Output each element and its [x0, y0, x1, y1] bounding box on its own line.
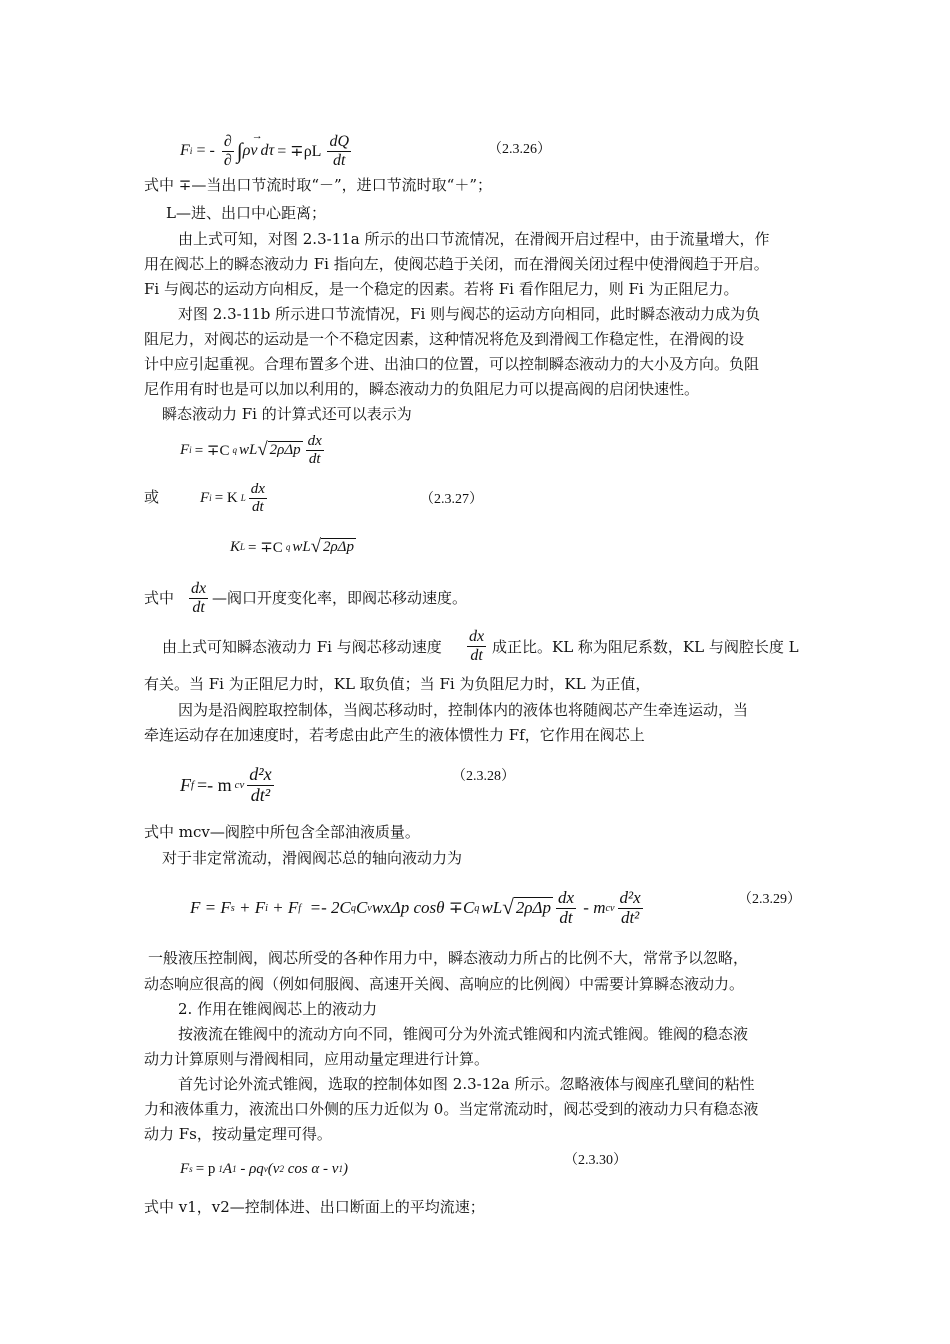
eq-term: - ρq [236, 1160, 264, 1177]
eq-term: dτ [260, 142, 275, 159]
eq-symbol: F [180, 142, 190, 159]
square-root: √ 2ρΔp [310, 535, 354, 557]
text-line: 成正比。KL 称为阻尼系数，KL 与阀腔长度 L [492, 638, 799, 656]
eq-term: + F [234, 898, 266, 917]
text-line: 由上式可知瞬态液动力 Fi 与阀芯移动速度 [162, 638, 442, 656]
eq-subscript: s [189, 1164, 193, 1174]
frac-num: dx [250, 481, 265, 497]
text-line: 因为是沿阀腔取控制体，当阀芯移动时，控制体内的液体也将随阀芯产生牵连运动，当 [178, 701, 749, 719]
text-line: 式中 mcv—阀腔中所包含全部油液质量。 [144, 823, 420, 841]
frac-num: d²x [249, 763, 272, 784]
text-line: 瞬态液动力 Fi 的计算式还可以表示为 [162, 405, 412, 423]
dxdt-fraction [556, 889, 576, 927]
eq-symbol: F [180, 1160, 190, 1177]
eq-operator: = - [196, 142, 215, 159]
frac-den: dt [252, 498, 264, 515]
dq-fraction [327, 133, 351, 169]
text-line: Fi 与阀芯的运动方向相反，是一个稳定的因素。若将 Fi 看作阻尼力，则 Fi 为正阻尼力。 [144, 280, 739, 298]
eq-symbol: F [200, 489, 210, 506]
equation-number: （2.3.30） [564, 1153, 627, 1168]
frac-den: dt [470, 646, 483, 664]
equation-2-3-29 [190, 880, 646, 936]
eq-term: = ∓ρL [277, 143, 322, 160]
eq-subscript: cv [605, 902, 615, 914]
eq-term: =- m [197, 774, 232, 795]
text-line: —阀口开度变化率，即阀芯移动速度。 [212, 589, 468, 607]
eq-subscript: L [240, 542, 246, 552]
eq-term: wL [238, 441, 258, 458]
d2x-fraction [247, 765, 273, 806]
text-line: 计中应引起重视。合理布置多个进、出油口的位置，可以控制瞬态液动力的大小及方向。负阻 [144, 355, 760, 373]
eq-subscript: i [189, 145, 193, 157]
eq-subscript: v [263, 1164, 268, 1174]
text-line: 动力 Fs，按动量定理可得。 [144, 1125, 332, 1143]
square-root: √ 2ρΔp [502, 895, 551, 920]
eq-subscript: i [209, 493, 212, 503]
frac-den: dt [333, 151, 346, 169]
frac-num: ∂ [223, 132, 232, 150]
eq-subscript: 1 [232, 1164, 237, 1174]
frac-den: dt [308, 450, 321, 467]
eq-term: A [222, 1160, 233, 1177]
text-line: 由上式可知，对图 2.3-11a 所示的出口节流情况，在滑阀开启过程中，由于流量增大，作 [178, 230, 770, 248]
frac-num: dx [307, 433, 322, 449]
frac-num: dQ [329, 132, 350, 150]
text-line: 首先讨论外流式锥阀，选取的控制体如图 2.3-12a 所示。忽略液体与阀座孔壁间的粘性 [178, 1075, 755, 1093]
eq-term: - m [579, 898, 606, 917]
eq-term: = ∓C [194, 442, 230, 459]
square-root: √ 2ρΔp [257, 438, 301, 460]
text-line: 式中 v1，v2—控制体进、出口断面上的平均流速； [144, 1198, 485, 1216]
eq-term: C [355, 898, 368, 917]
equation-2-3-30 [180, 1156, 348, 1182]
eq-symbol: K [230, 538, 241, 555]
text-line: 按液流在锥阀中的流动方向不同，锥阀可分为外流式锥阀和内流式锥阀。锥阀的稳态液 [178, 1025, 749, 1043]
dxdt-inline [186, 574, 211, 622]
eq-subscript: q [285, 542, 291, 552]
frac-den: dt² [620, 907, 640, 927]
text-line: 对图 2.3-11b 所示进口节流情况，Fi 则与阀芯的运动方向相同，此时瞬态液动力成为负 [178, 305, 761, 323]
text-line: 式中 [144, 589, 175, 607]
eq-subscript: v [367, 902, 372, 914]
eq-subscript: q [350, 902, 356, 914]
eq-subscript: f [191, 779, 194, 791]
text-line: 尼作用有时也是可以加以利用的，瞬态液动力的负阻尼力可以提高阀的启闭快速性。 [144, 380, 700, 398]
eq-subscript: i [189, 445, 192, 455]
eq-subscript: L [240, 493, 246, 503]
dxdt-fraction [306, 433, 324, 467]
dxdt-fraction [249, 481, 267, 515]
text-line: 动力计算原则与滑阀相同，应用动量定理进行计算。 [144, 1050, 490, 1068]
equation-number: （2.3.28） [452, 769, 515, 784]
dxdt-inline [464, 622, 489, 670]
equation-number: （2.3.26） [488, 142, 551, 157]
eq-symbol: F [180, 441, 190, 458]
eq-symbol: F [180, 774, 191, 795]
eq-term: ρv [242, 142, 258, 159]
equation-2-3-28 [180, 758, 277, 812]
eq-subscript: f [298, 902, 302, 914]
eq-term: = K [214, 489, 238, 506]
text-line: 对于非定常流动，滑阀阀芯总的轴向液动力为 [162, 849, 463, 867]
eq-term: 2ρΔp [322, 538, 354, 555]
eq-term: F = F [190, 898, 231, 917]
eq-term: =- 2C [301, 898, 351, 917]
eq-term: wxΔp cosθ ∓C [371, 898, 475, 917]
equation-2-3-27 [200, 476, 270, 520]
text-line: 动态响应很高的阀（例如伺服阀、高速开关阀、高响应的比例阀）中需要计算瞬态液动力。 [144, 975, 745, 993]
frac-num: dx [558, 887, 575, 907]
eq-subscript: 2 [279, 1164, 284, 1174]
eq-subscript: cv [234, 779, 245, 791]
equation-number: （2.3.29） [738, 892, 801, 907]
eq-term: = p [195, 1160, 216, 1177]
text-line: L—进、出口中心距离； [166, 204, 326, 222]
text-line: 或 [144, 488, 160, 506]
eq-subscript: q [474, 902, 480, 914]
eq-term: ) [342, 1160, 348, 1177]
text-line: 力和液体重力，液流出口外侧的压力近似为 0。当定常流动时，阀芯受到的液动力只有稳态液 [144, 1100, 759, 1118]
eq-term: 2ρΔp [515, 898, 551, 918]
equation-number: （2.3.27） [420, 492, 483, 507]
equation-2-3-26 [180, 128, 354, 174]
text-line: 牵连运动存在加速度时，若考虑由此产生的液体惯性力 Ff，它作用在阀芯上 [144, 726, 645, 744]
partial-fraction [222, 133, 234, 169]
frac-den: dt² [250, 784, 271, 805]
text-line: 一般液压控制阀，阀芯所受的各种作用力中，瞬态液动力所占的比例不大，常常予以忽略， [148, 949, 749, 967]
frac-den: ∂ [223, 151, 232, 169]
eq-term: + F [267, 898, 299, 917]
eq-subscript: q [232, 445, 237, 455]
equation-fi-sqrt [180, 428, 327, 472]
frac-num: d²x [619, 887, 641, 907]
eq-term: (v [267, 1160, 280, 1177]
frac-num: dx [469, 627, 485, 645]
frac-num: dx [191, 579, 207, 597]
eq-term: wL [292, 538, 311, 555]
text-line: 有关。当 Fi 为正阻尼力时，KL 取负值；当 Fi 为负阻尼力时，KL 为正值， [144, 675, 651, 693]
eq-subscript: s [230, 902, 235, 914]
text-line: 阻尼力，对阀芯的运动是一个不稳定因素，这种情况将危及到滑阀工作稳定性，在滑阀的设 [144, 330, 745, 348]
d2x-fraction [618, 889, 643, 927]
integral-sign: ∫ [236, 138, 243, 163]
section-heading: 2. 作用在锥阀阀芯上的液动力 [178, 1000, 378, 1018]
eq-subscript: 1 [338, 1164, 343, 1174]
eq-subscript: 1 [218, 1164, 223, 1174]
frac-den: dt [559, 907, 573, 927]
eq-subscript: i [265, 902, 268, 914]
eq-term: = ∓C [248, 539, 283, 556]
frac-den: dt [192, 598, 205, 616]
text-line: 式中 ∓—当出口节流时取“－”，进口节流时取“＋”； [144, 176, 493, 194]
text-line: 用在阀芯上的瞬态液动力 Fi 指向左，使阀芯趋于关闭，而在滑阀关闭过程中使滑阀趋于开启。 [144, 255, 769, 273]
vector-arrow: → [251, 130, 263, 142]
equation-kl [230, 533, 356, 561]
eq-term: cos α - v [283, 1160, 339, 1177]
eq-term: 2ρΔp [269, 441, 301, 458]
eq-term: wL [481, 898, 503, 917]
